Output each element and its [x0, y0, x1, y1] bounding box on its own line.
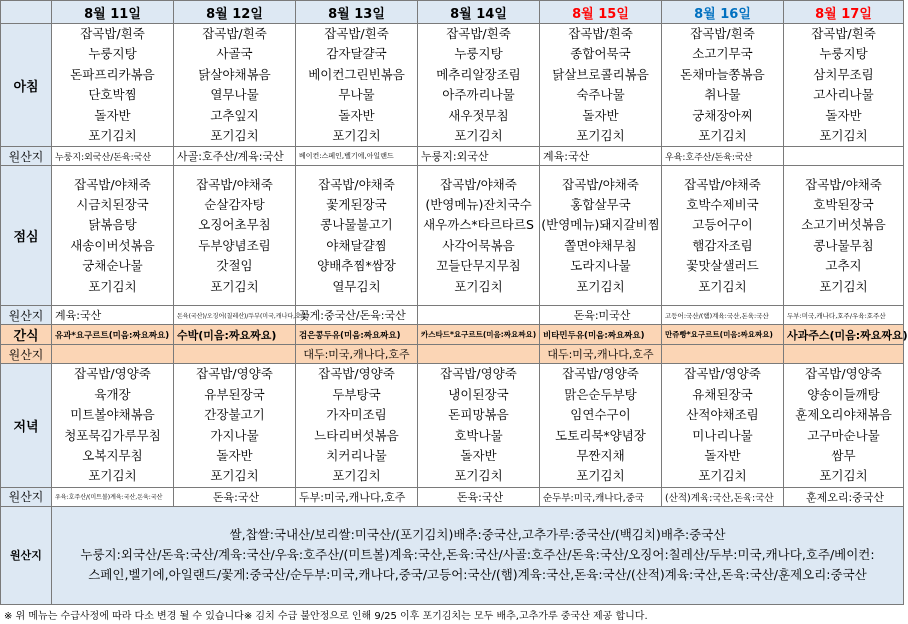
origin-cell: 우육:호주산/돈육:국산	[662, 147, 784, 166]
lunch-cell	[540, 166, 662, 306]
menu-item: 유부된장국	[204, 386, 265, 402]
menu-item: 잡곡밥/흰죽	[568, 26, 633, 41]
menu-item: 단호박찜	[88, 87, 137, 103]
breakfast-cell	[662, 24, 784, 147]
menu-item: 새송이버섯볶음	[70, 237, 155, 253]
menu-item: 고추잎지	[210, 107, 259, 123]
origin-cell: 우육:호주산/(미트볼)계육:국산,돈육:국산	[52, 487, 174, 506]
menu-item: 잡곡밥/흰죽	[811, 26, 876, 41]
breakfast-cell	[540, 24, 662, 147]
menu-item: 잡곡밥/야채죽	[440, 176, 517, 192]
menu-item: 소고기버섯볶음	[801, 217, 886, 233]
menu-item: 포기김치	[819, 127, 868, 143]
snack-cell: 수박(미음:짜요짜요)	[174, 325, 296, 345]
menu-item: 돌자반	[704, 447, 741, 463]
summary-line: 쌀,찹쌀:국내산/보리쌀:미국산/(포기김치)배추:중국산,고추가루:중국산/(백김치)배추:중국산	[229, 527, 726, 543]
summary-line: 누룽지:외국산/돈육:국산/계육:국산/우육:호주산/(미트볼)계육:국산,돈육:국산/사골:호주산/돈육:국산/오징어:칠레산/두부:미국,캐나다,호주/베이컨:	[80, 547, 875, 563]
dinner-cell	[784, 364, 904, 487]
menu-item: 잡곡밥/영양죽	[562, 366, 639, 382]
origin-cell: 계육:국산	[540, 147, 662, 166]
origin-cell	[174, 345, 296, 364]
menu-item: 메추리알장조림	[436, 66, 521, 82]
menu-item: 잡곡밥/야채죽	[562, 176, 639, 192]
menu-item: 잡곡밥/영양죽	[196, 366, 273, 382]
menu-item: 간장불고기	[204, 407, 265, 423]
lunch-origin-row	[1, 306, 904, 325]
menu-item: 치커리나물	[326, 447, 387, 463]
summary-row	[1, 506, 904, 604]
origin-cell	[52, 345, 174, 364]
menu-item: 포기김치	[576, 278, 625, 294]
menu-item: 고등어구이	[692, 217, 753, 233]
menu-item: 포기김치	[454, 468, 503, 484]
snack-cell: 카스타드*요구르트(미음:짜요짜요)	[418, 325, 540, 345]
menu-item: 아주까리나물	[442, 87, 515, 103]
menu-item: 꼬들단무지무침	[436, 258, 521, 274]
menu-item: 맑은순두부탕	[564, 386, 637, 402]
menu-item: 잡곡밥/야채죽	[805, 176, 882, 192]
menu-item: 포기김치	[88, 278, 137, 294]
lunch-row	[1, 166, 904, 306]
menu-item: 꽃게된장국	[326, 197, 387, 213]
menu-item: 베이컨그린빈볶음	[308, 66, 405, 82]
menu-item: 포기김치	[698, 278, 747, 294]
menu-item: 호박나물	[454, 427, 503, 443]
menu-item: 열무나물	[210, 87, 259, 103]
menu-item: 돈채마늘쫑볶음	[680, 66, 765, 82]
day-header: 8월 12일	[174, 1, 296, 24]
menu-item: 도토리묵*양념장	[555, 427, 646, 443]
menu-item: 두부양념조림	[198, 237, 271, 253]
origin-cell: 순두부:미국,캐나다,중국	[540, 487, 662, 506]
summary-label: 원산지	[1, 506, 52, 604]
menu-item: 누룽지탕	[454, 46, 503, 62]
menu-item: 포기김치	[576, 127, 625, 143]
menu-item: 꽃맛살샐러드	[686, 258, 759, 274]
menu-item: 닭살야채볶음	[198, 66, 271, 82]
menu-item: 홍합살무국	[570, 197, 631, 213]
menu-item: 포기김치	[698, 468, 747, 484]
day-header: 8월 11일	[52, 1, 174, 24]
menu-item: 포기김치	[454, 127, 503, 143]
menu-item: 오복지무침	[82, 447, 143, 463]
menu-item: 콩나물불고기	[320, 217, 393, 233]
lunch-cell	[174, 166, 296, 306]
origin-cell: 돈육:미국산	[540, 306, 662, 325]
menu-item: 포기김치	[210, 127, 259, 143]
menu-item: 순살감자탕	[204, 197, 265, 213]
day-header: 8월 15일	[540, 1, 662, 24]
menu-item: 숙주나물	[576, 87, 625, 103]
origin-cell: 베이컨:스페인,벨기에,아일랜드	[296, 147, 418, 166]
menu-item: 취나물	[704, 87, 741, 103]
breakfast-origin-row	[1, 147, 904, 166]
snack-cell: 만쥬빵*요구르트(미음:짜요짜요)	[662, 325, 784, 345]
menu-item: 콩나물무침	[813, 237, 874, 253]
menu-item: 양배추찜*쌈장	[317, 258, 396, 274]
menu-item: 포기김치	[819, 278, 868, 294]
breakfast-label: 아침	[1, 24, 52, 147]
menu-item: 잡곡밥/흰죽	[446, 26, 511, 41]
menu-item: 도라지나물	[570, 258, 631, 274]
breakfast-cell	[418, 24, 540, 147]
origin-cell: 돈육:국산	[418, 487, 540, 506]
menu-item: 유채된장국	[692, 386, 753, 402]
dinner-cell	[540, 364, 662, 487]
origin-cell	[418, 306, 540, 325]
menu-item: 포기김치	[576, 468, 625, 484]
menu-item: 야채달걀찜	[326, 237, 387, 253]
origin-cell: 사골:호주산/계육:국산	[174, 147, 296, 166]
day-header: 8월 17일	[784, 1, 904, 24]
menu-item: 포기김치	[88, 468, 137, 484]
menu-item: 소고기무국	[692, 46, 753, 62]
dinner-origin-row	[1, 487, 904, 506]
day-header: 8월 14일	[418, 1, 540, 24]
menu-item: 새우까스*타르타르S	[423, 217, 534, 233]
lunch-cell	[784, 166, 904, 306]
menu-item: 쫄면야채무침	[564, 237, 637, 253]
menu-item: (반영메뉴)돼지갈비찜	[541, 217, 660, 233]
menu-item: 포기김치	[210, 468, 259, 484]
menu-item: 잡곡밥/흰죽	[690, 26, 755, 41]
origin-cell: 두부:미국,캐나다,호주	[296, 487, 418, 506]
menu-item: 무나물	[338, 87, 375, 103]
menu-item: 포기김치	[88, 127, 137, 143]
menu-item: 사각어묵볶음	[442, 237, 515, 253]
menu-item: 누룽지탕	[88, 46, 137, 62]
origin-label: 원산지	[1, 487, 52, 506]
menu-item: 열무김치	[332, 278, 381, 294]
menu-item: 잡곡밥/영양죽	[440, 366, 517, 382]
menu-item: 양송이들깨탕	[807, 386, 880, 402]
origin-cell: 돈육(국산)/오징어(칠레산)/두부(미국,캐나다,호주)	[174, 306, 296, 325]
menu-item: 호박수제비국	[686, 197, 759, 213]
menu-item: 잡곡밥/영양죽	[805, 366, 882, 382]
menu-item: 햄감자조림	[692, 237, 753, 253]
menu-item: 닭살브로콜리볶음	[552, 66, 649, 82]
menu-item: 고구마순나물	[807, 427, 880, 443]
menu-item: 포기김치	[454, 278, 503, 294]
snack-origin-row	[1, 345, 904, 364]
menu-item: 돌자반	[825, 107, 862, 123]
snack-cell: 유과*요구르트(미음:짜요짜요)	[52, 325, 174, 345]
menu-item: 잡곡밥/야채죽	[74, 176, 151, 192]
menu-item: 호박된장국	[813, 197, 874, 213]
menu-item: 미나리나물	[692, 427, 753, 443]
origin-cell: 계육:국산	[52, 306, 174, 325]
menu-item: 궁채순나물	[82, 258, 143, 274]
menu-item: 잡곡밥/영양죽	[318, 366, 395, 382]
day-header: 8월 16일	[662, 1, 784, 24]
menu-item: 잡곡밥/영양죽	[684, 366, 761, 382]
dinner-cell	[418, 364, 540, 487]
breakfast-row	[1, 24, 904, 147]
menu-item: 잡곡밥/흰죽	[324, 26, 389, 41]
menu-item: 잡곡밥/야채죽	[318, 176, 395, 192]
menu-item: 포기김치	[698, 127, 747, 143]
menu-item: 미트볼야채볶음	[70, 407, 155, 423]
breakfast-cell	[52, 24, 174, 147]
menu-item: 시금치된장국	[76, 197, 149, 213]
breakfast-cell	[296, 24, 418, 147]
menu-item: 잡곡밥/흰죽	[202, 26, 267, 41]
menu-item: 새우젓무침	[448, 107, 509, 123]
menu-item: 훈제오리야채볶음	[795, 407, 892, 423]
dinner-cell	[662, 364, 784, 487]
menu-item: 포기김치	[332, 127, 381, 143]
lunch-cell	[296, 166, 418, 306]
menu-item: 닭볶음탕	[88, 217, 137, 233]
menu-item: 돈피망볶음	[448, 407, 509, 423]
menu-item: 돌자반	[460, 447, 497, 463]
origin-cell	[418, 345, 540, 364]
origin-cell: 고등어:국산/(햄)계육:국산,돈육:국산	[662, 306, 784, 325]
dinner-cell	[174, 364, 296, 487]
menu-item: 포기김치	[819, 468, 868, 484]
menu-item: 돌자반	[338, 107, 375, 123]
menu-item: 사골국	[216, 46, 253, 62]
dinner-row	[1, 364, 904, 487]
menu-item: 고추지	[825, 258, 862, 274]
corner-cell	[1, 1, 52, 24]
menu-item: 쌈무	[831, 447, 856, 463]
dinner-label: 저녁	[1, 364, 52, 487]
menu-item: 돌자반	[582, 107, 619, 123]
lunch-label: 점심	[1, 166, 52, 306]
origin-label: 원산지	[1, 345, 52, 364]
origin-cell: 누룽지:외국산/돈육:국산	[52, 147, 174, 166]
menu-item: 잡곡밥/영양죽	[74, 366, 151, 382]
snack-row	[1, 325, 904, 345]
date-header-row	[1, 1, 904, 24]
menu-item: 갓절임	[216, 258, 253, 274]
summary-line: 스페인,벨기에,아일랜드/꽃게:중국산/순두부:미국,캐나다,중국/고등어:국산/(햄)계육:국산,돈육:국산/(산적)계육:국산,돈육:국산/훈제오리:중국산	[88, 567, 867, 583]
menu-item: (반영메뉴)잔치국수	[425, 197, 532, 213]
lunch-cell	[662, 166, 784, 306]
origin-cell: 꽃게:중국산/돈육:국산	[296, 306, 418, 325]
origin-cell: (산적)계육:국산,돈육:국산	[662, 487, 784, 506]
origin-cell: 훈제오리:중국산	[784, 487, 904, 506]
menu-item: 가자미조림	[326, 407, 387, 423]
origin-cell	[662, 345, 784, 364]
origin-cell: 돈육:국산	[174, 487, 296, 506]
origin-cell: 대두:미국,캐나다,호주	[540, 345, 662, 364]
menu-item: 포기김치	[332, 468, 381, 484]
menu-item: 느타리버섯볶음	[314, 427, 399, 443]
menu-item: 육개장	[94, 386, 131, 402]
menu-item: 종합어묵국	[570, 46, 631, 62]
origin-cell	[784, 345, 904, 364]
menu-item: 포기김치	[210, 278, 259, 294]
origin-cell: 누룽지:외국산	[418, 147, 540, 166]
dinner-cell	[296, 364, 418, 487]
menu-item: 가지나물	[210, 427, 259, 443]
menu-item: 감자달걀국	[326, 46, 387, 62]
origin-label: 원산지	[1, 147, 52, 166]
menu-item: 청포묵김가루무침	[64, 427, 161, 443]
menu-item: 삼치무조림	[813, 66, 874, 82]
origin-label: 원산지	[1, 306, 52, 325]
lunch-cell	[52, 166, 174, 306]
breakfast-cell	[174, 24, 296, 147]
snack-cell: 검은콩두유(미음:짜요짜요)	[296, 325, 418, 345]
menu-item: 잡곡밥/야채죽	[684, 176, 761, 192]
dinner-cell	[52, 364, 174, 487]
menu-item: 잡곡밥/야채죽	[196, 176, 273, 192]
menu-item: 궁채장아찌	[692, 107, 753, 123]
menu-item: 무짠지채	[576, 447, 625, 463]
menu-item: 냉이된장국	[448, 386, 509, 402]
lunch-cell	[418, 166, 540, 306]
footnote: ※ 위 메뉴는 수급사정에 따라 다소 변경 될 수 있습니다※ 김치 수급 불안정으로 인해 9/25 이후 포기김치는 모두 배추,고추가루 중국산 제공 합니다.	[4, 610, 648, 622]
menu-item: 오징어초무침	[198, 217, 271, 233]
origin-cell	[784, 147, 904, 166]
menu-item: 고사리나물	[813, 87, 874, 103]
origin-cell: 대두:미국,캐나다,호주	[296, 345, 418, 364]
snack-cell: 사과주스(미음:짜요짜요)	[784, 325, 904, 345]
menu-item: 임연수구이	[570, 407, 631, 423]
breakfast-cell	[784, 24, 904, 147]
origin-cell: 두부:미국,캐나다,호주/우육:호주산	[784, 306, 904, 325]
menu-item: 돈파프리카볶음	[70, 66, 155, 82]
menu-item: 누룽지탕	[819, 46, 868, 62]
menu-item: 돌자반	[94, 107, 131, 123]
origin-summary	[52, 506, 904, 604]
menu-item: 두부탕국	[332, 386, 381, 402]
snack-label: 간식	[1, 325, 52, 345]
menu-item: 돌자반	[216, 447, 253, 463]
snack-cell: 비타민두유(미음:짜요짜요)	[540, 325, 662, 345]
day-header: 8월 13일	[296, 1, 418, 24]
menu-item: 잡곡밥/흰죽	[80, 26, 145, 41]
menu-item: 산적야채조림	[686, 407, 759, 423]
